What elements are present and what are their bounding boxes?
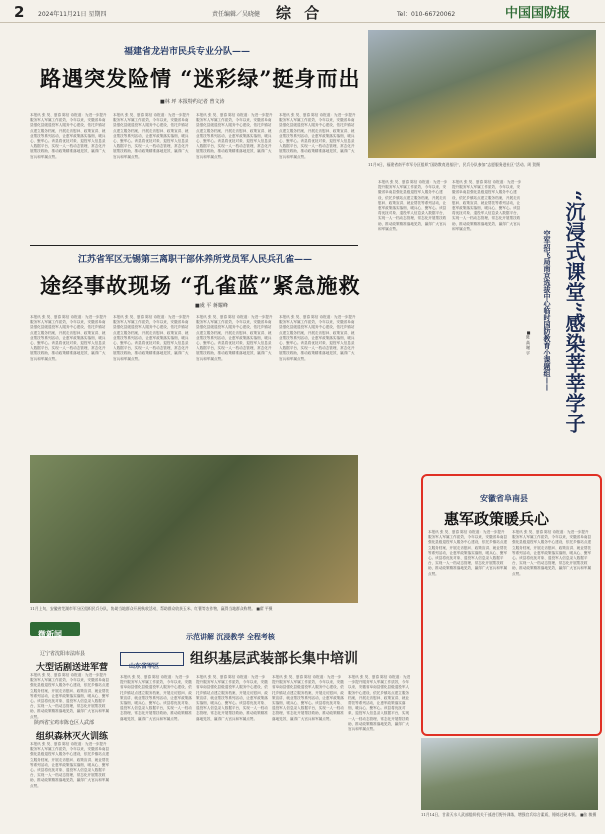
bottom-story-region-box <box>120 652 184 670</box>
story2-col1: 本报讯 张 昊、夏春 陈信 诗报道：为进一步提升服务军人军属工作质效，今年以来，安徽省阜南县强化县级退役军人服务中心建设，依托乡镇站点建立服务档案，开展走访慰问、政策宣讲、就业帮扶等系列活动，让惠军政策落实落细，暖兵心、聚军心。该县将优抚对象、退役军人信息录入数据平台，实现一人一档动态管理，常态化开展帮扶救助，推动政策精准落地见效，赢得广大官兵和军属点赞。 <box>30 315 107 361</box>
bottom-story-headline: 组织基层武装部长集中培训 <box>190 651 358 667</box>
feature-col2: 本报讯 张 昊、夏春 陈信 诗报道：为进一步提升服务军人军属工作质效，今年以来，安徽省阜南县强化县级退役军人服务中心建设，依托乡镇站点建立服务档案，开展走访慰问、政策宣讲、就业帮扶等系列活动，让惠军政策落实落细，暖兵心、聚军心。该县将优抚对象、退役军人信息录入数据平台，实现一人一档动态管理，常态化开展帮扶救助，推动政策精准落地见效，赢得广大官兵和军属点赞。 <box>452 180 522 231</box>
photo-middle <box>30 455 358 603</box>
section-title: 综 合 <box>276 4 324 22</box>
highlight-col1: 本报讯 张 昊、夏春 陈信 诗报道：为进一步提升服务军人军属工作质效，今年以来，安徽省阜南县强化县级退役军人服务中心建设，依托乡镇站点建立服务档案，开展走访慰问、政策宣讲、就业帮扶等系列活动，让惠军政策落实落细，暖兵心、聚军心。该县将优抚对象、退役军人信息录入数据平台，实现一人一档动态管理，常态化开展帮扶救助，推动政策精准落地见效，赢得广大官兵和军属点赞。 <box>428 530 508 576</box>
story1-headline: 路遇突发险情 “迷彩绿”挺身而出 <box>40 66 361 91</box>
brief-news-label: 微新闻 <box>38 630 62 639</box>
photo-top <box>368 30 596 158</box>
bottom-story-tagline: 示范讲解 沉浸教学 全程考核 <box>186 632 275 641</box>
photo-bottom <box>421 738 598 810</box>
story1-col1: 本报讯 张 昊、夏春 陈信 诗报道：为进一步提升服务军人军属工作质效，今年以来，安徽省阜南县强化县级退役军人服务中心建设，依托乡镇站点建立服务档案，开展走访慰问、政策宣讲、就业帮扶等系列活动，让惠军政策落实落细，暖兵心、聚军心。该县将优抚对象、退役军人信息录入数据平台，实现一人一档动态管理，常态化开展帮扶救助，推动政策精准落地见效，赢得广大官兵和军属点赞。 <box>30 113 107 159</box>
page-number: 2 <box>14 3 25 21</box>
bottom-story-region: 山东省军区 <box>129 663 160 670</box>
brief1-title: 大型话剧送进军营 <box>36 663 109 673</box>
bottom-col1: 本报讯 张 昊、夏春 陈信 诗报道：为进一步提升服务军人军属工作质效，今年以来，安徽省阜南县强化县级退役军人服务中心建设，依托乡镇站点建立服务档案，开展走访慰问、政策宣讲、就业帮扶等系列活动，让惠军政策落实落细，暖兵心、聚军心。该县将优抚对象、退役军人信息录入数据平台，实现一人一档动态管理，常态化开展帮扶救助，推动政策精准落地见效，赢得广大官兵和军属点赞。 <box>120 675 192 721</box>
story1-byline: ■林 坪 本报特约记者 曾文涛 <box>160 99 225 105</box>
bottom-col2: 本报讯 张 昊、夏春 陈信 诗报道：为进一步提升服务军人军属工作质效，今年以来，安徽省阜南县强化县级退役军人服务中心建设，依托乡镇站点建立服务档案，开展走访慰问、政策宣讲、就业帮扶等系列活动，让惠军政策落实落细，暖兵心、聚军心。该县将优抚对象、退役军人信息录入数据平台，实现一人一档动态管理，常态化开展帮扶救助，推动政策精准落地见效，赢得广大官兵和军属点赞。 <box>196 675 268 721</box>
feature-vertical-byline: ■陈 高 谢 宇 <box>526 330 531 355</box>
story2-col4: 本报讯 张 昊、夏春 陈信 诗报道：为进一步提升服务军人军属工作质效，今年以来，安徽省阜南县强化县级退役军人服务中心建设，依托乡镇站点建立服务档案，开展走访慰问、政策宣讲、就业帮扶等系列活动，让惠军政策落实落细，暖兵心、聚军心。该县将优抚对象、退役军人信息录入数据平台，实现一人一档动态管理，常态化开展帮扶救助，推动政策精准落地见效，赢得广大官兵和军属点赞。 <box>279 315 356 361</box>
issue-date: 2024年11月21日 星期四 <box>38 11 107 18</box>
bottom-col3: 本报讯 张 昊、夏春 陈信 诗报道：为进一步提升服务军人军属工作质效，今年以来，安徽省阜南县强化县级退役军人服务中心建设，依托乡镇站点建立服务档案，开展走访慰问、政策宣讲、就业帮扶等系列活动，让惠军政策落实落细，暖兵心、聚军心。该县将优抚对象、退役军人信息录入数据平台，实现一人一档动态管理，常态化开展帮扶救助，推动政策精准落地见效，赢得广大官兵和军属点赞。 <box>272 675 344 721</box>
editorial-phone: Tel：010-66720062 <box>397 11 456 18</box>
story2-byline: ■虞 平 蒋耀峰 <box>195 303 228 309</box>
story2-headline: 途经事故现场 “孔雀蓝”紧急施救 <box>40 273 361 298</box>
feature-col1: 本报讯 张 昊、夏春 陈信 诗报道：为进一步提升服务军人军属工作质效，今年以来，安徽省阜南县强化县级退役军人服务中心建设，依托乡镇站点建立服务档案，开展走访慰问、政策宣讲、就业帮扶等系列活动，让惠军政策落实落细，暖兵心、聚军心。该县将优抚对象、退役军人信息录入数据平台，实现一人一档动态管理，常态化开展帮扶救助，推动政策精准落地见效，赢得广大官兵和军属点赞。 <box>378 180 448 231</box>
newspaper-logo: 中国国防报 <box>505 6 571 21</box>
highlight-headline: 惠军政策暖兵心 <box>444 510 550 528</box>
photo-middle-caption: 11月上旬，安徽省芜湖市军分区组织民兵分队，协助当地群众开展秋收活动，帮助群众收获玉米、红薯等农作物，赢得当地群众称赞。 ■翟 平摄 <box>30 606 273 611</box>
brief1-kicker: 辽宁省沈阳市法库县 <box>40 651 86 657</box>
brief2-title: 组织森林灭火训练 <box>36 732 109 742</box>
feature-vertical-title: “沉浸式课堂”感染莘莘学子 <box>562 190 586 434</box>
brief1-text: 本报讯 张 昊、夏春 陈信 诗报道：为进一步提升服务军人军属工作质效，今年以来，安徽省阜南县强化县级退役军人服务中心建设，依托乡镇站点建立服务档案，开展走访慰问、政策宣讲、就业帮扶等系列活动，让惠军政策落实落细，暖兵心、聚军心。该县将优抚对象、退役军人信息录入数据平台，实现一人一档动态管理，常态化开展帮扶救助，推动政策精准落地见效，赢得广大官兵和军属点赞。 <box>30 673 110 719</box>
page-header <box>0 0 605 23</box>
story2-col3: 本报讯 张 昊、夏春 陈信 诗报道：为进一步提升服务军人军属工作质效，今年以来，安徽省阜南县强化县级退役军人服务中心建设，依托乡镇站点建立服务档案，开展走访慰问、政策宣讲、就业帮扶等系列活动，让惠军政策落实落细，暖兵心、聚军心。该县将优抚对象、退役军人信息录入数据平台，实现一人一档动态管理，常态化开展帮扶救助，推动政策精准落地见效，赢得广大官兵和军属点赞。 <box>196 315 273 361</box>
story1-col2: 本报讯 张 昊、夏春 陈信 诗报道：为进一步提升服务军人军属工作质效，今年以来，安徽省阜南县强化县级退役军人服务中心建设，依托乡镇站点建立服务档案，开展走访慰问、政策宣讲、就业帮扶等系列活动，让惠军政策落实落细，暖兵心、聚军心。该县将优抚对象、退役军人信息录入数据平台，实现一人一档动态管理，常态化开展帮扶救助，推动政策精准落地见效，赢得广大官兵和军属点赞。 <box>113 113 190 159</box>
photo-top-caption: 11月9日，福建省南平市军分区组织“国防教育进基层”，民兵分队参加“志愿服务进社区”活动。周 贺摄 <box>368 162 540 167</box>
bottom-col4: 本报讯 张 昊、夏春 陈信 诗报道：为进一步提升服务军人军属工作质效，今年以来，安徽省阜南县强化县级退役军人服务中心建设，依托乡镇站点建立服务档案，开展走访慰问、政策宣讲、就业帮扶等系列活动，让惠军政策落实落细，暖兵心、聚军心。该县将优抚对象、退役军人信息录入数据平台，实现一人一档动态管理，常态化开展帮扶救助，推动政策精准落地见效，赢得广大官兵和军属点赞。 <box>348 675 411 732</box>
story1-col3: 本报讯 张 昊、夏春 陈信 诗报道：为进一步提升服务军人军属工作质效，今年以来，安徽省阜南县强化县级退役军人服务中心建设，依托乡镇站点建立服务档案，开展走访慰问、政策宣讲、就业帮扶等系列活动，让惠军政策落实落细，暖兵心、聚军心。该县将优抚对象、退役军人信息录入数据平台，实现一人一档动态管理，常态化开展帮扶救助，推动政策精准落地见效，赢得广大官兵和军属点赞。 <box>196 113 273 159</box>
divider <box>30 245 358 246</box>
editor-credit: 责任编辑／吴晓健 <box>212 11 261 18</box>
story2-col2: 本报讯 张 昊、夏春 陈信 诗报道：为进一步提升服务军人军属工作质效，今年以来，安徽省阜南县强化县级退役军人服务中心建设，依托乡镇站点建立服务档案，开展走访慰问、政策宣讲、就业帮扶等系列活动，让惠军政策落实落细，暖兵心、聚军心。该县将优抚对象、退役军人信息录入数据平台，实现一人一档动态管理，常态化开展帮扶救助，推动政策精准落地见效，赢得广大官兵和军属点赞。 <box>113 315 190 361</box>
brief2-text: 本报讯 张 昊、夏春 陈信 诗报道：为进一步提升服务军人军属工作质效，今年以来，安徽省阜南县强化县级退役军人服务中心建设，依托乡镇站点建立服务档案，开展走访慰问、政策宣讲、就业帮扶等系列活动，让惠军政策落实落细，暖兵心、聚军心。该县将优抚对象、退役军人信息录入数据平台，实现一人一档动态管理，常态化开展帮扶救助，推动政策精准落地见效，赢得广大官兵和军属点赞。 <box>30 742 110 788</box>
photo-bottom-caption: 11月14日，甘肃天水人武部组织机关干部进行野外训练，增强官兵综合素质，锤炼过硬本领。 ■张 敏摄 <box>421 812 597 817</box>
highlight-col2: 本报讯 张 昊、夏春 陈信 诗报道：为进一步提升服务军人军属工作质效，今年以来，安徽省阜南县强化县级退役军人服务中心建设，依托乡镇站点建立服务档案，开展走访慰问、政策宣讲、就业帮扶等系列活动，让惠军政策落实落细，暖兵心、聚军心。该县将优抚对象、退役军人信息录入数据平台，实现一人一档动态管理，常态化开展帮扶救助，推动政策精准落地见效，赢得广大官兵和军属点赞。 <box>512 530 592 576</box>
story1-kicker: 福建省龙岩市民兵专业分队—— <box>124 47 251 57</box>
highlight-kicker: 安徽省阜南县 <box>480 493 528 503</box>
feature-vertical-subtitle: 空军招飞局南京选拔中心临时国防教育小课题组—— <box>543 230 552 391</box>
story1-col4: 本报讯 张 昊、夏春 陈信 诗报道：为进一步提升服务军人军属工作质效，今年以来，安徽省阜南县强化县级退役军人服务中心建设，依托乡镇站点建立服务档案，开展走访慰问、政策宣讲、就业帮扶等系列活动，让惠军政策落实落细，暖兵心、聚军心。该县将优抚对象、退役军人信息录入数据平台，实现一人一档动态管理，常态化开展帮扶救助，推动政策精准落地见效，赢得广大官兵和军属点赞。 <box>279 113 356 159</box>
brief2-kicker: 陕西省宝鸡市陈仓区人武部 <box>34 720 95 726</box>
story2-kicker: 江苏省军区无锡第三离职干部休养所党员军人民兵孔雀—— <box>78 255 313 265</box>
brief-news-badge <box>30 622 80 639</box>
